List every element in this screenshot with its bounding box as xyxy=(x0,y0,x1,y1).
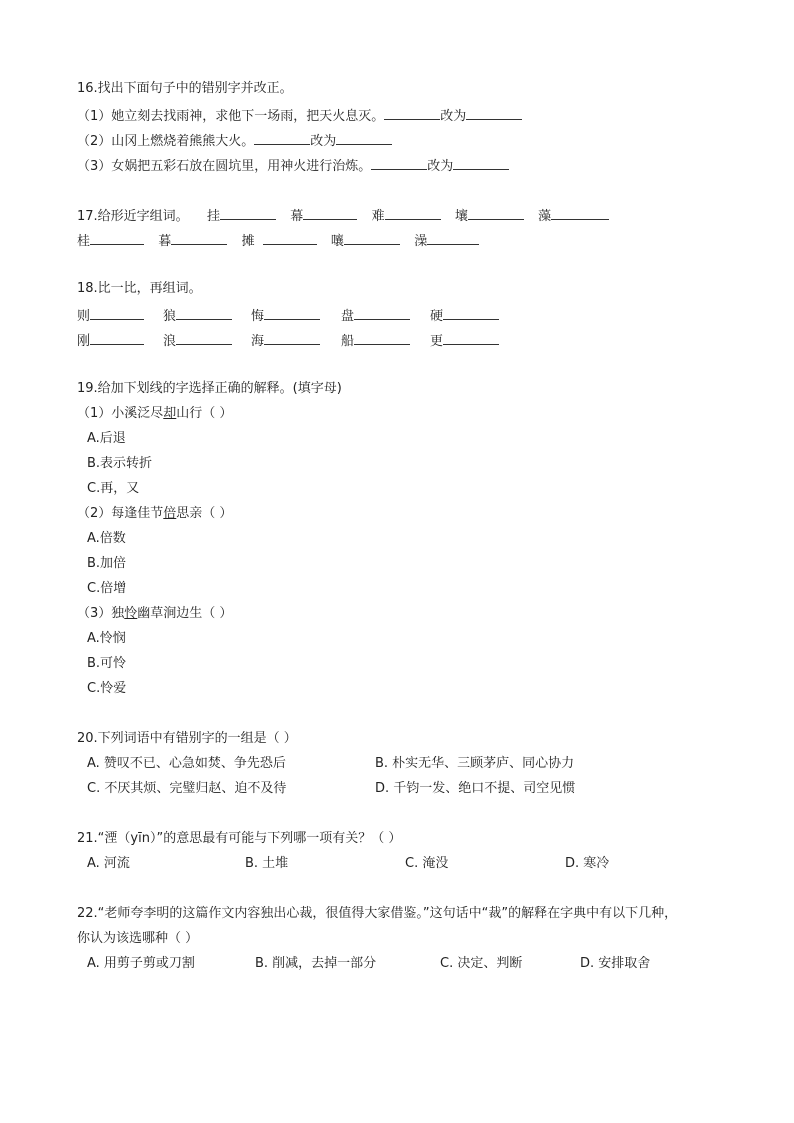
option[interactable]: D. 安排取舍 xyxy=(580,956,651,971)
q18-cell xyxy=(251,330,320,351)
q16-item-3-mid: 改为 xyxy=(427,159,454,174)
option[interactable]: C. 淹没 xyxy=(405,856,449,871)
answer-blank[interactable] xyxy=(176,305,232,320)
q18-cell xyxy=(430,305,499,326)
answer-blank[interactable] xyxy=(466,105,522,120)
option[interactable]: A. 河流 xyxy=(87,856,130,871)
option[interactable]: B. 削减，去掉一部分 xyxy=(255,956,377,971)
option[interactable]: D. 千钧一发、绝口不提、司空见惯 xyxy=(375,781,576,796)
underlined-char: 却 xyxy=(163,406,177,421)
q18-cell xyxy=(341,305,410,326)
q19-sub-2 xyxy=(77,505,232,523)
q19-sub-1 xyxy=(77,405,232,423)
answer-blank[interactable] xyxy=(443,305,499,320)
q16-item-3 xyxy=(77,155,509,176)
answer-blank[interactable] xyxy=(468,205,524,220)
answer-blank[interactable] xyxy=(220,205,276,220)
answer-blank[interactable] xyxy=(371,155,427,170)
q19-sub-2-pre: （2）每逢佳节 xyxy=(77,506,164,521)
option[interactable]: C.怜爱 xyxy=(87,681,127,696)
q18-char: 盘 xyxy=(341,309,355,324)
option[interactable]: B.加倍 xyxy=(87,556,127,571)
answer-blank[interactable] xyxy=(264,305,320,320)
q17-char: 壤 xyxy=(454,209,468,224)
q16-item-2-text: （2）山冈上燃烧着熊熊大火。 xyxy=(77,134,255,149)
q18-char: 悔 xyxy=(251,309,265,324)
q18-cell xyxy=(163,330,232,351)
q16-title: 16.找出下面句子中的错别字并改正。 xyxy=(77,81,293,96)
answer-blank[interactable] xyxy=(264,330,320,345)
q22-line-1: 22.“老师夸李明的这篇作文内容独出心裁，很值得大家借鉴。”这句话中“裁”的解释在字典中有以下几种， xyxy=(77,906,678,921)
q21-title: 21.“湮（yīn）”的意思最有可能与下列哪一项有关？（ ） xyxy=(77,831,402,846)
q16-item-1 xyxy=(77,105,522,126)
answer-blank[interactable] xyxy=(254,130,310,145)
answer-blank[interactable] xyxy=(354,305,410,320)
q18-title: 18.比一比，再组词。 xyxy=(77,281,202,296)
q19-sub-3-pre: （3）独 xyxy=(77,606,125,621)
answer-blank[interactable] xyxy=(336,130,392,145)
q18-char: 刚 xyxy=(77,334,91,349)
option[interactable]: B. 朴实无华、三顾茅庐、同心协力 xyxy=(375,756,575,771)
underlined-char: 倍 xyxy=(163,506,177,521)
q17-char: 幕 xyxy=(290,209,304,224)
q20-title: 20.下列词语中有错别字的一组是（ ） xyxy=(77,731,297,746)
option[interactable]: B.表示转折 xyxy=(87,456,153,471)
q18-char: 船 xyxy=(341,334,355,349)
q18-char: 狼 xyxy=(163,309,177,324)
option[interactable]: D. 寒冷 xyxy=(565,856,610,871)
answer-blank[interactable] xyxy=(453,155,509,170)
q16-item-3-text: （3）女娲把五彩石放在圆坑里，用神火进行治炼。 xyxy=(77,159,372,174)
option[interactable]: C. 决定、判断 xyxy=(440,956,523,971)
q16-item-1-mid: 改为 xyxy=(440,109,467,124)
q18-cell xyxy=(430,330,499,351)
option[interactable]: A.怜悯 xyxy=(87,631,126,646)
q18-cell xyxy=(77,305,144,326)
q18-cell xyxy=(341,330,410,351)
q19-sub-3 xyxy=(77,605,232,623)
q16-item-1-text: （1）她立刻去找雨神，求他下一场雨，把天火息灭。 xyxy=(77,109,385,124)
answer-blank[interactable] xyxy=(354,330,410,345)
q17-char: 挂 xyxy=(206,209,220,224)
option[interactable]: C. 不厌其烦、完璧归赵、迫不及待 xyxy=(87,781,287,796)
q19-sub-3-post: 幽草涧边生（ ） xyxy=(137,606,233,621)
q19-sub-1-post: 山行（ ） xyxy=(176,406,233,421)
answer-blank[interactable] xyxy=(443,330,499,345)
q18-char: 则 xyxy=(77,309,91,324)
q17-char: 难 xyxy=(371,209,385,224)
q19-sub-2-post: 思亲（ ） xyxy=(176,506,233,521)
answer-blank[interactable] xyxy=(176,330,232,345)
q17-char: 藻 xyxy=(538,209,552,224)
answer-blank[interactable] xyxy=(384,105,440,120)
q18-char: 浪 xyxy=(163,334,177,349)
q17-char: 暮 xyxy=(158,234,172,249)
q17-char: 嚷 xyxy=(330,234,344,249)
option[interactable]: C.倍增 xyxy=(87,581,127,596)
answer-blank[interactable] xyxy=(171,230,227,245)
q16-item-2-mid: 改为 xyxy=(310,134,337,149)
q17-char: 摊 xyxy=(241,234,255,249)
answer-blank[interactable] xyxy=(90,305,144,320)
option[interactable]: B.可怜 xyxy=(87,656,127,671)
q17-title: 17.给形近字组词。 xyxy=(77,209,189,224)
q17-char: 澡 xyxy=(414,234,428,249)
answer-blank[interactable] xyxy=(90,230,144,245)
q16-item-2 xyxy=(77,130,392,151)
option[interactable]: C.再，又 xyxy=(87,481,140,496)
q19-sub-1-pre: （1）小溪泛尽 xyxy=(77,406,164,421)
option[interactable]: A.倍数 xyxy=(87,531,126,546)
answer-blank[interactable] xyxy=(303,205,357,220)
q18-cell xyxy=(163,305,232,326)
q18-cell xyxy=(77,330,144,351)
q18-char: 硬 xyxy=(430,309,444,324)
q18-char: 海 xyxy=(251,334,265,349)
option[interactable]: B. 土堆 xyxy=(245,856,289,871)
underlined-char: 怜 xyxy=(124,606,138,621)
q18-cell xyxy=(251,305,320,326)
q19-title: 19.给加下划线的字选择正确的解释。(填字母) xyxy=(77,381,342,396)
answer-blank[interactable] xyxy=(385,205,441,220)
option[interactable]: A.后退 xyxy=(87,431,126,446)
answer-blank[interactable] xyxy=(344,230,400,245)
q17-row-2 xyxy=(77,230,479,251)
option[interactable]: A. 赞叹不已、心急如焚、争先恐后 xyxy=(87,756,286,771)
answer-blank[interactable] xyxy=(263,230,317,245)
q17-char: 桂 xyxy=(77,234,91,249)
option[interactable]: A. 用剪子剪或刀割 xyxy=(87,956,195,971)
q22-line-2: 你认为该选哪种（ ） xyxy=(77,931,199,946)
q17-row-1 xyxy=(77,205,609,226)
answer-blank[interactable] xyxy=(551,205,609,220)
answer-blank[interactable] xyxy=(90,330,144,345)
answer-blank[interactable] xyxy=(427,230,479,245)
q18-char: 更 xyxy=(430,334,444,349)
